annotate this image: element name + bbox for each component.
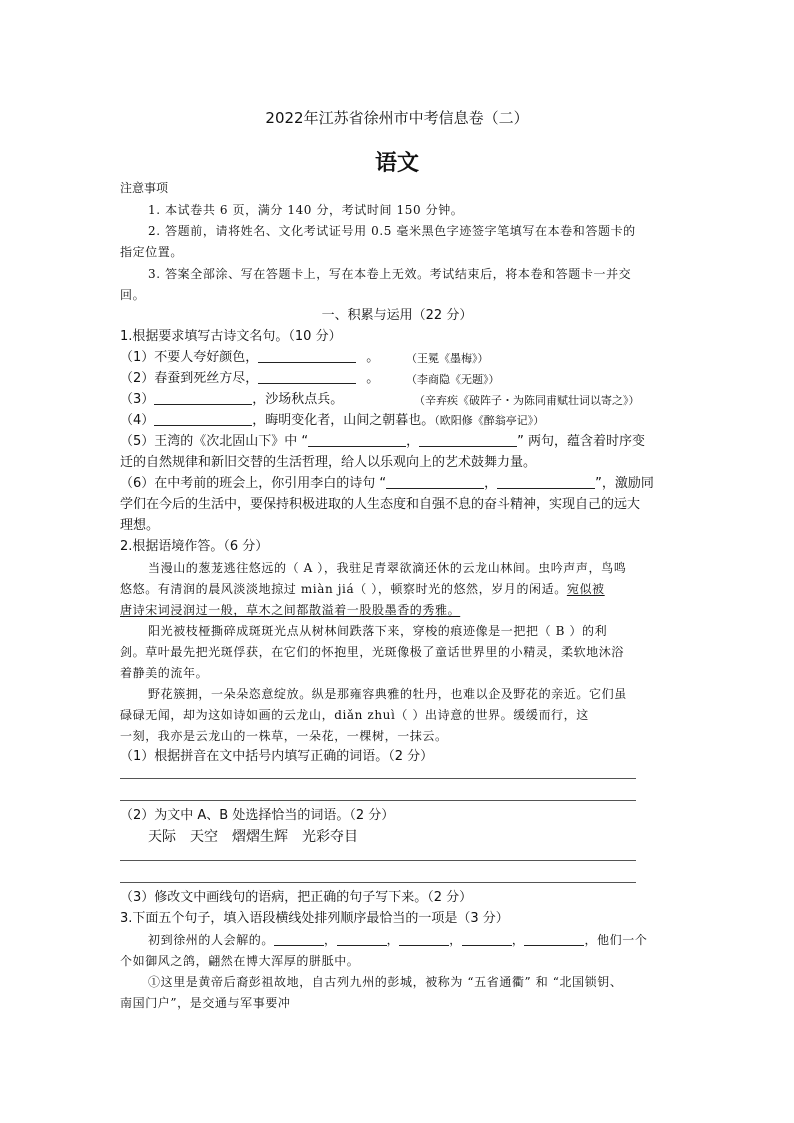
answer-blank[interactable] xyxy=(274,931,324,946)
q3-p1a-text: 初到徐州的人会解的。 xyxy=(148,933,275,947)
q1-line-3 xyxy=(120,390,343,410)
notice-item-2b: 指定位置。 xyxy=(120,245,184,259)
q1-l2-cite: （李商隐《无题》） xyxy=(406,373,500,386)
q1-l5a-pre: （5）王湾的《次北固山下》中 “ xyxy=(120,434,309,449)
answer-blank[interactable] xyxy=(462,931,512,946)
q1-l3-pre: （3） xyxy=(120,392,155,407)
answer-blank[interactable] xyxy=(524,931,584,946)
answer-line[interactable] xyxy=(120,860,636,861)
q2-p2b: 剑。草叶最先把光斑俘获，在它们的怀抱里，光斑像极了童话世界里的小精灵，柔软地沐浴 xyxy=(120,645,625,659)
q3-p1a-end: ，他们一个 xyxy=(584,933,648,947)
notice-item-2a: 2. 答题前，请将姓名、文化考试证号用 0.5 毫米黑色字迹签字笔填写在本卷和答题卡的 xyxy=(148,224,636,238)
page-title: 2022年江苏省徐州市中考信息卷（二） xyxy=(265,109,529,127)
q2-sub2: （2）为文中 A、B 处选择恰当的词语。（2 分） xyxy=(120,808,395,823)
q1-line-6a xyxy=(120,474,654,494)
subject-title: 语文 xyxy=(374,151,419,176)
answer-blank[interactable] xyxy=(337,931,387,946)
q1-line-5b: 迁的自然规律和新旧交替的生活哲理，给人以乐观向上的艺术鼓舞力量。 xyxy=(120,455,537,470)
q1-l4-pre: （4） xyxy=(120,413,155,428)
q1-l6a-post: ”，激励同 xyxy=(595,476,654,491)
q1-l6a-pre: （6）在中考前的班会上，你引用李白的诗句 “ xyxy=(120,476,387,491)
q1-l3-cite: （辛弃疾《破阵子・为陈同甫赋壮词以寄之》） xyxy=(414,394,640,407)
q1-l6a-mid: ， xyxy=(484,476,498,491)
q2-p2a: 阳光被枝桠撕碎成斑斑光点从树林间跌落下来，穿梭的痕迹像是一把把（ B ）的利 xyxy=(148,624,608,638)
q2-underlined-sentence: 宛似被 xyxy=(566,582,605,596)
q1-l3-post: ，沙场秋点兵。 xyxy=(252,392,344,407)
option-2: 天空 xyxy=(190,829,218,845)
q2-p3a: 野花簇拥，一朵朵恣意绽放。纵是那雍容典雅的牡丹，也难以企及野花的亲近。它们虽 xyxy=(148,687,627,701)
q2-p1a: 当漫山的葱茏逃往悠远的（ A ），我驻足青翠欲滴还休的云龙山林间。虫吟声声，鸟鸣 xyxy=(148,561,627,575)
q3-p2a: ①这里是黄帝后裔彭祖故地，自古列九州的彭城，被称为 “五省通衢” 和 “北国锁钥、 xyxy=(148,975,623,989)
option-1: 天际 xyxy=(148,829,176,845)
answer-blank[interactable] xyxy=(154,411,252,426)
q1-line-5a xyxy=(120,432,645,452)
q2-p1b-text: 悠悠。有清润的晨风淡淡地掠过 miàn jiá（ ），顿察时光的悠然，岁月的闲适。 xyxy=(120,582,567,596)
q1-stem: 1.根据要求填写古诗文名句。（10 分） xyxy=(120,329,342,344)
answer-line[interactable] xyxy=(120,778,636,779)
notice-item-3a: 3. 答案全部涂、写在答题卡上，写在本卷上无效。考试结束后，将本卷和答题卡一并交 xyxy=(148,267,632,281)
q2-sub3: （3）修改文中画线句的语病，把正确的句子写下来。（2 分） xyxy=(120,890,473,905)
q2-p3c: 一刻，我亦是云龙山的一株草，一朵花，一棵树，一抹云。 xyxy=(120,729,448,743)
q1-l1-pre: （1）不要人夸好颜色， xyxy=(120,350,259,365)
q1-line-1 xyxy=(120,348,379,368)
q3-p1a: 初到徐州的人会解的。 ， ， ， ， ，他们一个 xyxy=(148,933,648,947)
q2-p2c: 着静美的流年。 xyxy=(120,666,209,680)
q3-p2b: 南国门户”，是交通与军事要冲 xyxy=(120,996,291,1010)
q1-l2-post: 。 xyxy=(366,371,380,386)
section-heading: 一、积累与运用（22 分） xyxy=(321,308,473,323)
notice-item-3b: 回。 xyxy=(120,288,146,302)
answer-line[interactable] xyxy=(120,882,636,883)
q2-stem: 2.根据语境作答。（6 分） xyxy=(120,539,269,554)
answer-blank[interactable] xyxy=(497,474,595,489)
q1-line-6c: 理想。 xyxy=(120,518,160,533)
notice-item-1: 1. 本试卷共 6 页，满分 140 分，考试时间 150 分钟。 xyxy=(148,203,464,217)
answer-blank[interactable] xyxy=(258,348,356,363)
q1-l5a-post: ” 两句，蕴含着时序变 xyxy=(517,434,646,449)
q1-l4-cite: （欧阳修《醉翁亭记》） xyxy=(434,414,545,427)
answer-blank[interactable] xyxy=(386,474,484,489)
q3-p1b: 个如御风之鸽，翩然在博大浑厚的胼胝中。 xyxy=(120,954,360,968)
q2-p1b xyxy=(120,579,605,599)
q2-options xyxy=(148,827,358,847)
q2-underlined-sentence-cont: 唐诗宋词浸润过一般，草木之间都散溢着一股股墨香的秀雅。 xyxy=(120,603,461,617)
q1-line-4 xyxy=(120,411,544,431)
answer-blank[interactable] xyxy=(308,432,406,447)
option-3: 熠熠生辉 xyxy=(232,829,288,845)
answer-blank[interactable] xyxy=(419,432,517,447)
q1-l1-post: 。 xyxy=(366,350,380,365)
option-4: 光彩夺目 xyxy=(302,829,358,845)
q1-line-6b: 学们在今后的生活中，要保持积极进取的人生态度和自强不息的奋斗精神，实现自己的远大 xyxy=(120,497,641,512)
q1-l5a-mid: ， xyxy=(406,434,420,449)
q2-sub1: （1）根据拼音在文中括号内填写正确的词语。（2 分） xyxy=(120,749,434,764)
q1-l1-cite: （王冕《墨梅》） xyxy=(406,352,489,365)
q3-stem: 3.下面五个句子，填入语段横线处排列顺序最恰当的一项是（3 分） xyxy=(120,911,509,926)
answer-blank[interactable] xyxy=(154,390,252,405)
notice-heading: 注意事项 xyxy=(120,181,169,195)
q1-line-2 xyxy=(120,369,379,389)
answer-blank[interactable] xyxy=(399,931,449,946)
q1-l4-post: ，晦明变化者，山间之朝暮也。 xyxy=(252,413,435,428)
q2-p3b: 碌碌无闻，却为这如诗如画的云龙山，diǎn zhuì（ ）出诗意的世界。缓缓而行，这 xyxy=(120,708,589,722)
answer-line[interactable] xyxy=(120,800,636,801)
q1-l2-pre: （2）春蚕到死丝方尽， xyxy=(120,371,259,386)
answer-blank[interactable] xyxy=(258,369,356,384)
